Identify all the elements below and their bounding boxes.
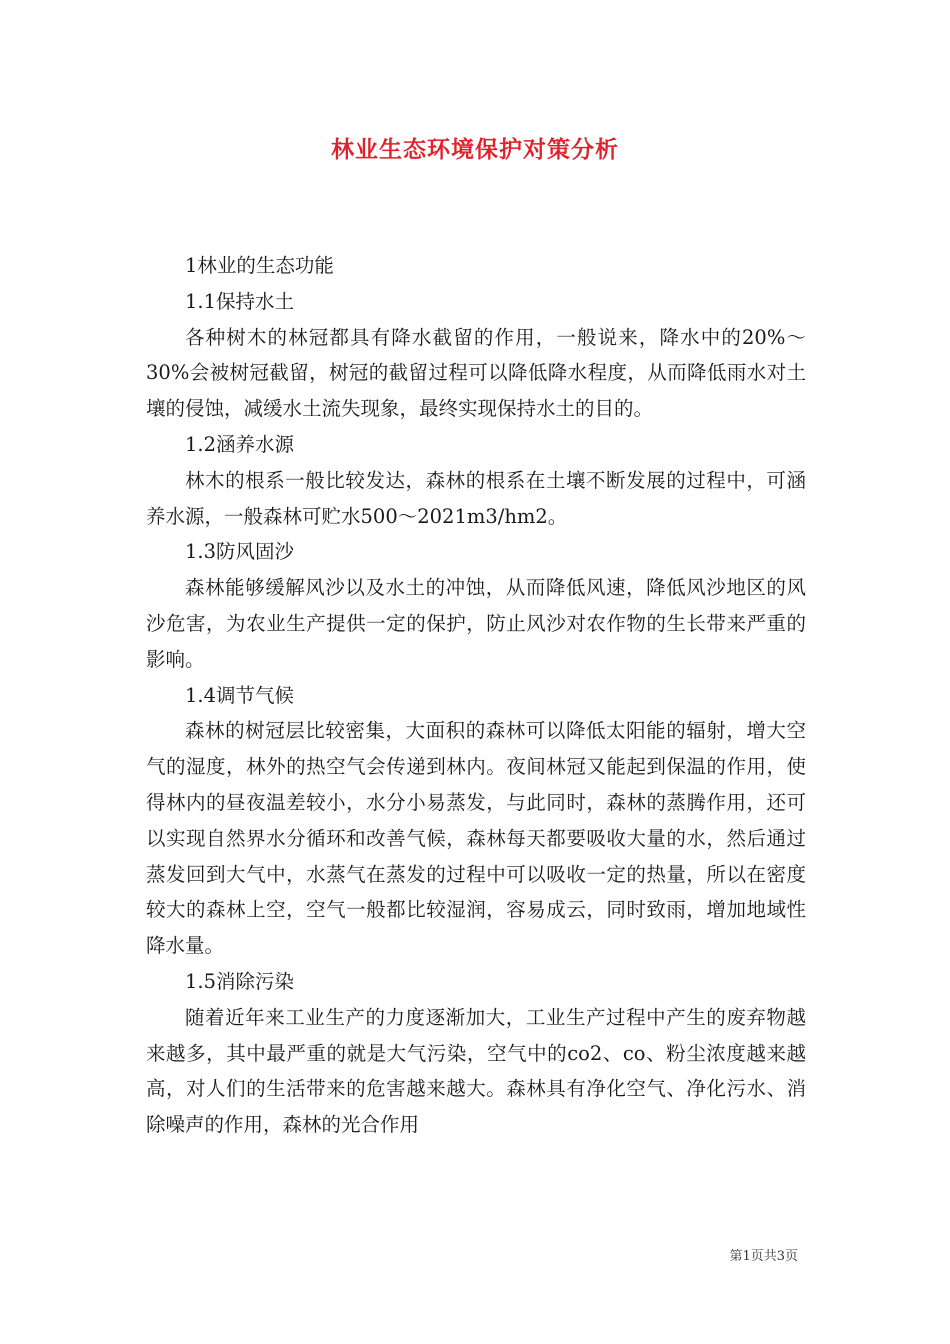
body-paragraph: 森林能够缓解风沙以及水土的冲蚀，从而降低风速，降低风沙地区的风沙危害，为农业生产提供一定的保护，防止风沙对农作物的生长带来严重的影响。	[146, 576, 806, 671]
document-title: 林业生态环境保护对策分析	[331, 136, 619, 163]
body-paragraph: 随着近年来工业生产的力度逐渐加大，工业生产过程中产生的废弃物越来越多，其中最严重的就是大气污染，空气中的co2、co、粉尘浓度越来越高，对人们的生活带来的危害越来越大。森林具有净化空气、净化污水、消除噪声的作用，森林的光合作用	[146, 1005, 806, 1137]
body-paragraph: 森林的树冠层比较密集，大面积的森林可以降低太阳能的辐射，增大空气的湿度，林外的热空气会传递到林内。夜间林冠又能起到保温的作用，使得林内的昼夜温差较小，水分小易蒸发，与此同时，森林的蒸腾作用，还可以实现自然界水分循环和改善气候，森林每天都要吸收大量的水，然后通过蒸发回到大气中，水蒸气在蒸发的过程中可以吸收一定的热量，所以在密度较大的森林上空，空气一般都比较湿润，容易成云，同时致雨，增加地域性降水量。	[146, 719, 806, 958]
subsection-heading: 1.4调节气候	[185, 683, 295, 707]
subsection-heading: 1.2涵养水源	[185, 432, 295, 456]
subsection-heading: 1.5消除污染	[185, 969, 295, 993]
body-paragraph: 各种树木的林冠都具有降水截留的作用，一般说来，降水中的20%～30%会被树冠截留，树冠的截留过程可以降低降水程度，从而降低雨水对土壤的侵蚀，减缓水土流失现象，最终实现保持水土的目的。	[146, 325, 806, 421]
section-heading: 1林业的生态功能	[185, 254, 334, 277]
body-paragraph: 林木的根系一般比较发达，森林的根系在土壤不断发展的过程中，可涵养水源，一般森林可贮水500～2021m3/hm2。	[146, 468, 806, 528]
document-body	[146, 248, 806, 1143]
page-number-footer: 第1页共3页	[729, 1249, 798, 1264]
subsection-heading: 1.3防风固沙	[185, 540, 295, 564]
subsection-heading: 1.1保持水土	[185, 289, 295, 313]
